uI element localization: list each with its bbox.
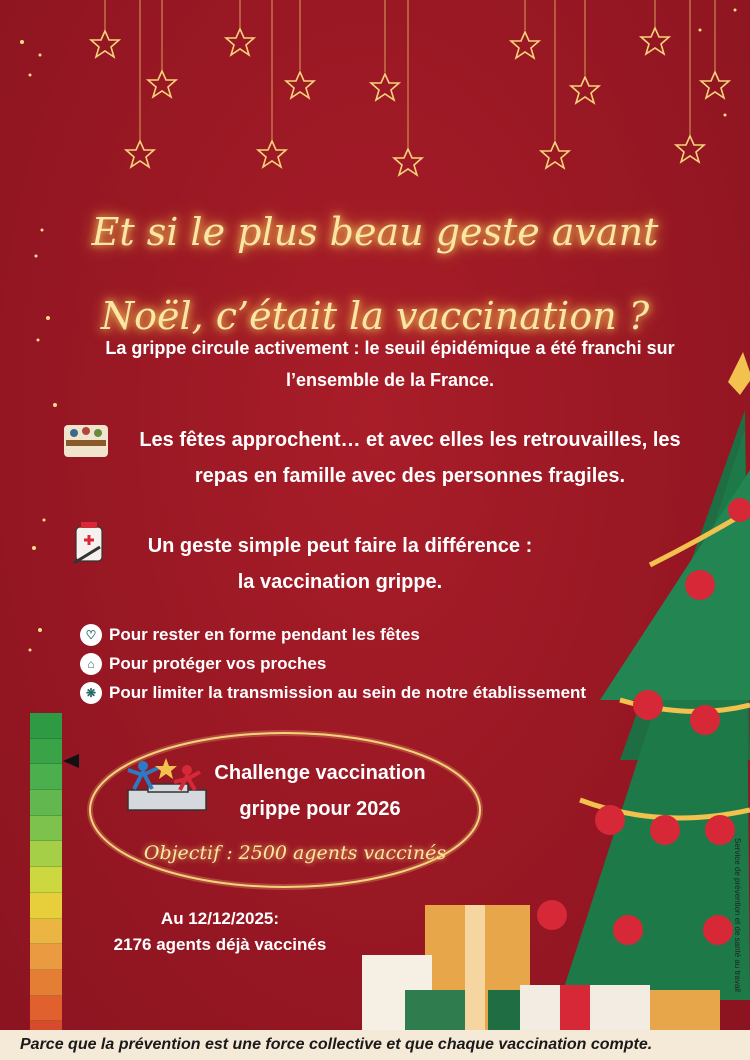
gauge-segment <box>30 764 62 790</box>
gauge-segment <box>30 841 62 867</box>
bullet-label: Pour protéger vos proches <box>109 653 327 673</box>
gauge-segment <box>30 944 62 970</box>
gauge-segment <box>30 867 62 893</box>
hanging-star-icon <box>258 141 286 167</box>
list-item <box>80 620 640 649</box>
hanging-star-icon <box>394 149 422 175</box>
family-dinner-icon <box>64 425 108 457</box>
hanging-star-icon <box>571 77 599 103</box>
hanging-star-icon <box>641 28 669 54</box>
title-line-2: Noël, c’était la vaccination ? <box>100 294 650 338</box>
hanging-star-icon <box>511 32 539 58</box>
paragraph-flu-circulation: La grippe circule activement : le seuil épidémique a été franchi sur l’ensemble de la France. <box>105 338 675 390</box>
gauge-indicator-arrow <box>63 754 79 768</box>
footer-banner: Parce que la prévention est une force collective et que chaque vaccination compte. <box>0 1030 750 1060</box>
benefits-list <box>80 620 640 707</box>
hanging-star-icon <box>286 72 314 98</box>
hanging-star-icon <box>126 141 154 167</box>
challenge-title-line-1: Challenge vaccination <box>214 762 426 784</box>
bullet-label: Pour limiter la transmission au sein de notre établissement <box>109 682 587 702</box>
gesture-line-1: Un geste simple peut faire la différence : <box>147 535 533 557</box>
progress-count: 2176 agents déjà vaccinés <box>113 935 327 954</box>
hanging-star-icon <box>541 142 569 168</box>
challenge-title-line-2: grippe pour 2026 <box>239 798 401 820</box>
gauge-segment <box>30 996 62 1022</box>
gauge-segment <box>30 790 62 816</box>
gauge-segment <box>30 713 62 739</box>
side-credit: Service de prévention et de santé au travail <box>733 838 742 992</box>
hanging-star-icon <box>91 31 119 57</box>
gauge-segment <box>30 893 62 919</box>
progress-gauge <box>30 713 62 1047</box>
list-item <box>80 649 640 678</box>
bullet-label: Pour rester en forme pendant les fêtes <box>109 624 420 644</box>
hanging-star-icon <box>371 74 399 100</box>
gauge-segment <box>30 816 62 842</box>
gesture-line-2: la vaccination grippe. <box>237 571 443 593</box>
shield-icon: ♡ <box>80 624 102 646</box>
virus-icon: ❋ <box>80 682 102 704</box>
progress-date: Au 12/12/2025: <box>160 909 280 928</box>
paragraph-holidays: Les fêtes approchent… et avec elles les retrouvailles, les repas en famille avec des personnes fragiles. <box>139 429 681 487</box>
progress-status <box>90 906 350 958</box>
hanging-star-icon <box>226 29 254 55</box>
list-item <box>80 678 640 707</box>
paragraph-simple-gesture <box>110 528 570 600</box>
gauge-segment <box>30 739 62 765</box>
hanging-star-icon <box>148 71 176 97</box>
home-icon: ⌂ <box>80 653 102 675</box>
vaccine-icon <box>74 522 102 563</box>
gauge-segment <box>30 970 62 996</box>
gauge-segment <box>30 919 62 945</box>
hanging-star-icon <box>701 72 729 98</box>
hanging-star-icon <box>676 136 704 162</box>
title-line-1: Et si le plus beau geste avant <box>91 210 659 254</box>
challenge-title <box>180 755 460 827</box>
challenge-objective: Objectif : 2500 agents vaccinés <box>143 842 447 864</box>
